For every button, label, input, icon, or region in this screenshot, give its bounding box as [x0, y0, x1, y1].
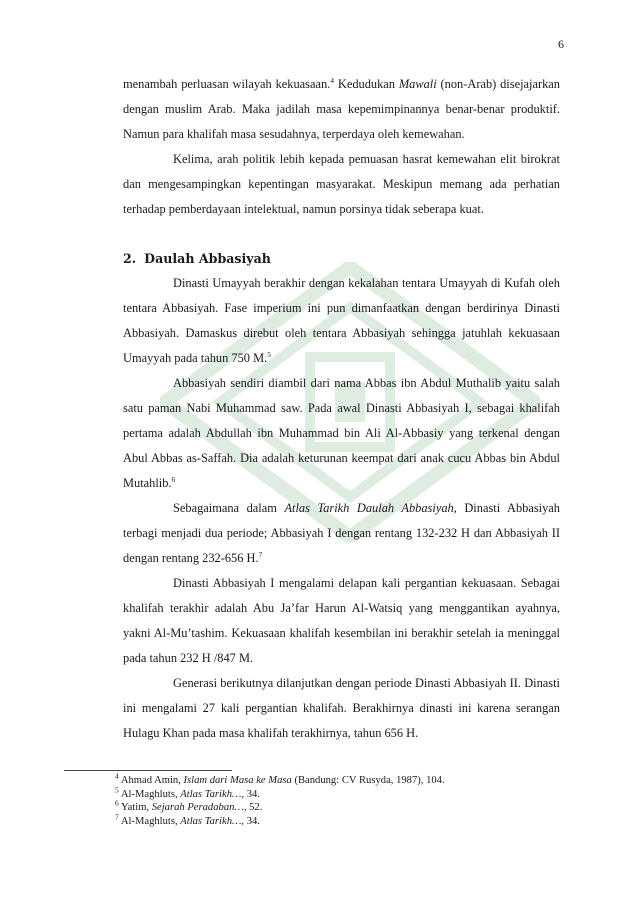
- footnote-ref-4[interactable]: 4: [330, 75, 335, 85]
- section-number: 2.: [123, 251, 137, 266]
- footnote-item: [115, 812, 575, 829]
- footnote-text: 34.: [244, 788, 260, 800]
- footnote-divider: [64, 770, 232, 771]
- footnote-ref-5[interactable]: 5: [267, 349, 271, 359]
- footnote-text: Ahmad Amin,: [120, 775, 184, 786]
- footnote-number: 6: [115, 798, 119, 808]
- section-heading: [123, 246, 560, 271]
- footnote-text: 52.: [246, 802, 263, 814]
- paragraph-4: [123, 371, 560, 496]
- footnote-ref-7[interactable]: 7: [258, 549, 263, 559]
- section-title: Daulah Abbasiyah: [144, 251, 271, 266]
- footnote-item: [115, 771, 575, 788]
- page-number: 6: [558, 37, 564, 51]
- footnote-text: Al-Maghluts,: [120, 815, 181, 827]
- text-italic: Mawali: [398, 77, 437, 91]
- footnote-number: 7: [115, 812, 119, 822]
- footnote-ref-6[interactable]: 6: [171, 474, 176, 484]
- text-span: Dinasti Abbasiyah terbagi menjadi dua periode; Abbasiyah I dengan rentang 132-232 H dan Abbasiyah II dengan rentang 232-656 H.: [123, 501, 561, 565]
- footnote-title: Sejarah Peradaban…,: [151, 802, 247, 814]
- text-span: Dinasti Umayyah berakhir dengan kekalahan tentara Umayyah di Kufah oleh tentara Abbasiyah. Fase imperium ini pun dimanfaatkan dengan berdirinya Dinasti Abbasiyah. Damaskus direbut oleh tentara Abbasiyah sehingga jatuhlah kekuasaan Umayyah pada tahun 750 M.: [123, 276, 560, 365]
- text-span: Abbasiyah sendiri diambil dari nama Abbas ibn Abdul Muthalib yaitu salah satu paman Nabi Muhammad saw. Pada awal Dinasti Abbasiyah I, sebagai khalifah pertama adalah Abdullah ibn Muhammad bin Ali Al-Abbasiy yang terkenal dengan Abul Abbas as-Saffah. Dia adalah keturunan keempat dari anak cucu Abbas bin Abdul Mutahlib.: [123, 376, 560, 490]
- text-span: Sebagaimana dalam: [173, 501, 285, 515]
- footnote-number: 4: [115, 771, 119, 781]
- footnote-text: Yatim,: [121, 802, 152, 814]
- footnotes: [115, 771, 575, 828]
- footnote-title: Atlas Tarikh…,: [180, 788, 245, 800]
- paragraph-5: [123, 496, 560, 571]
- paragraph-2: Kelima, arah politik lebih kepada pemuasan hasrat kemewahan elit birokrat dan mengesampingkan kepentingan masyarakat. Meskipun memang ada perhatian terhadap pemberdayaan intelektual, namun porsinya tidak seberapa kuat.: [123, 152, 560, 216]
- footnote-text: (Bandung: CV Rusyda, 1987), 104.: [291, 775, 445, 786]
- footnote-title: Atlas Tarikh…,: [180, 815, 245, 827]
- paragraph-1: [123, 72, 560, 147]
- text-span: menambah perluasan wilayah kekuasaan.: [123, 77, 331, 91]
- footnote-text: Al-Maghluts,: [120, 788, 181, 800]
- paragraph-6: Dinasti Abbasiyah I mengalami delapan kali pergantian kekuasaan. Sebagai khalifah terakhir adalah Abu Ja’far Harun Al-Watsiq yang menggantikan ayahnya, yakni Al-Mu’tashim. Kekuasaan khalifah kesembilan ini berakhir setelah ia meninggal pada tahun 232 H /847 M.: [123, 576, 560, 665]
- body-text: [123, 72, 560, 746]
- footnote-title: Islam dari Masa ke Masa: [183, 775, 292, 786]
- footnote-number: 5: [115, 785, 119, 795]
- footnote-item: [115, 798, 575, 815]
- footnote-text: 34.: [244, 815, 260, 827]
- paragraph-3: [123, 271, 560, 371]
- text-span: (non-Arab) disejajarkan dengan muslim Arab. Maka jadilah masa kepemimpinannya benar-benar produktif. Namun para khalifah masa sesudahnya, terperdaya oleh kemewahan.: [123, 77, 560, 141]
- footnote-item: [115, 785, 575, 802]
- text-italic: Atlas Tarikh Daulah Abbasiyah,: [284, 501, 457, 515]
- text-span: Kedudukan: [334, 77, 399, 91]
- paragraph-7: Generasi berikutnya dilanjutkan dengan periode Dinasti Abbasiyah II. Dinasti ini mengalami 27 kali pergantian khalifah. Berakhirnya dinasti ini karena serangan Hulagu Khan pada masa khalifah terakhirnya, tahun 656 H.: [123, 676, 560, 740]
